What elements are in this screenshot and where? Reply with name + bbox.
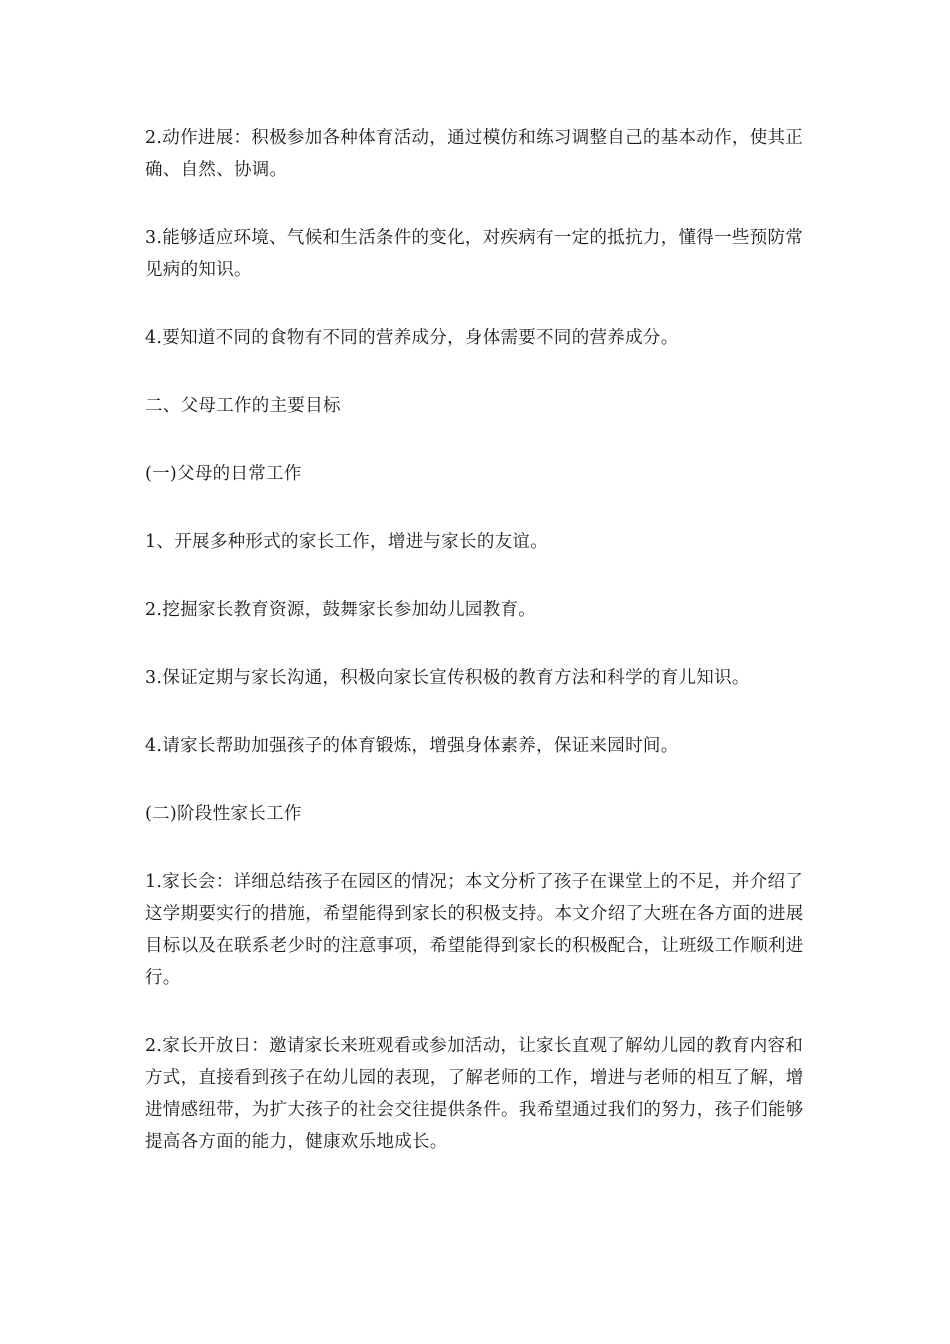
paragraph-motor-development: 2.动作进展：积极参加各种体育活动，通过模仿和练习调整自己的基本动作，使其正确、自然、协调。 (145, 128, 804, 180)
section-heading-parent-goals: 二、父母工作的主要目标 (145, 396, 341, 416)
document-body (145, 122, 815, 1158)
subsection-heading-daily-work: (一)父母的日常工作 (145, 464, 302, 484)
paragraph-daily-item-2: 2.挖掘家长教育资源，鼓舞家长参加幼儿园教育。 (145, 600, 537, 620)
paragraph-daily-item-3: 3.保证定期与家长沟通，积极向家长宣传积极的教育方法和科学的育儿知识。 (145, 668, 750, 688)
subsection-heading-stage-work: (二)阶段性家长工作 (145, 804, 302, 824)
paragraph-daily-item-4: 4.请家长帮助加强孩子的体育锻炼，增强身体素养，保证来园时间。 (145, 736, 679, 756)
paragraph-nutrition: 4.要知道不同的食物有不同的营养成分，身体需要不同的营养成分。 (145, 328, 679, 348)
paragraph-parent-meeting: 1.家长会：详细总结孩子在园区的情况；本文分析了孩子在课堂上的不足，并介绍了这学期要实行的措施，希望能得到家长的积极支持。本文介绍了大班在各方面的进展目标以及在联系老少时的注意事项，希望能得到家长的积极配合，让班级工作顺利进行。 (145, 872, 804, 988)
paragraph-environment-adaptation: 3.能够适应环境、气候和生活条件的变化，对疾病有一定的抵抗力，懂得一些预防常见病的知识。 (145, 228, 804, 280)
paragraph-open-day: 2.家长开放日：邀请家长来班观看或参加活动，让家长直观了解幼儿园的教育内容和方式，直接看到孩子在幼儿园的表现，了解老师的工作，增进与老师的相互了解，增进情感纽带，为扩大孩子的社会交往提供条件。我希望通过我们的努力，孩子们能够提高各方面的能力，健康欢乐地成长。 (145, 1036, 804, 1152)
paragraph-daily-item-1: 1、开展多种形式的家长工作，增进与家长的友谊。 (145, 532, 549, 552)
